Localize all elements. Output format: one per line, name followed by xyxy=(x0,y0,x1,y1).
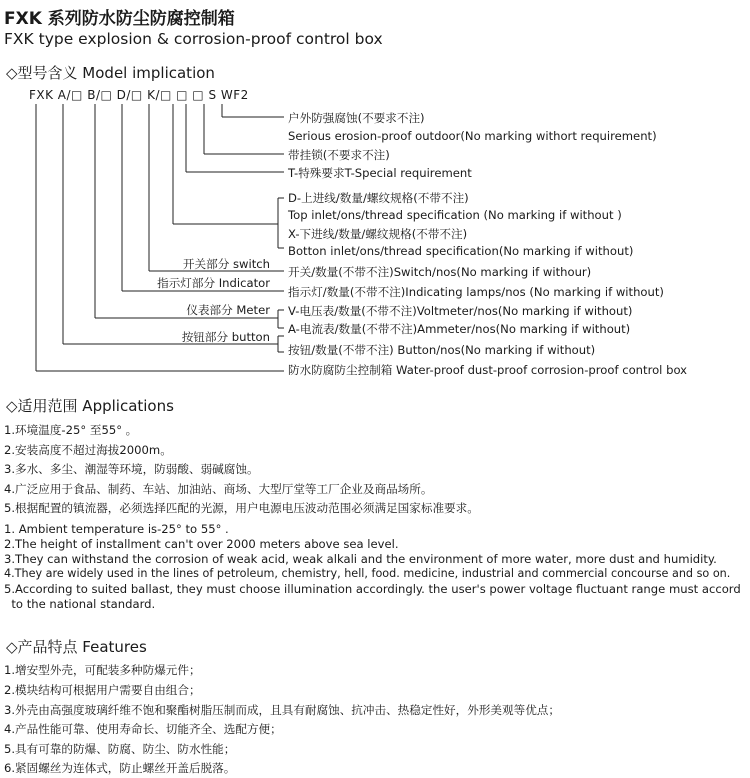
feature-5: 5.具有可靠的防爆、防腐、防尘、防水性能； xyxy=(4,742,236,756)
annotation-top-inlet-en: Top inlet/ons/thread specification (No marking if without ) xyxy=(288,208,622,222)
application-en-4: 4.They are widely used in the lines of petroleum, chemistry, hell, food. medicine, industrial and commercial concourse and so on. xyxy=(4,567,731,580)
application-en-5: 5.According to suited ballast, they must choose illumination accordingly. the user's power voltage fluctuant range must accord xyxy=(4,582,741,596)
label-indicator: 指示灯部分 Indicator xyxy=(157,276,270,290)
application-en-6: to the national standard. xyxy=(4,597,156,611)
annotation-padlock: 带挂锁(不要求不注) xyxy=(288,148,390,162)
title-english: FXK type explosion & corrosion-proof control box xyxy=(4,30,383,48)
label-meter: 仪表部分 Meter xyxy=(186,303,270,317)
model-heading: ◇型号含义 Model implication xyxy=(6,64,215,82)
application-zh-2: 2.安装高度不超过海拔2000m。 xyxy=(4,443,172,457)
annotation-ammeter: A-电流表/数量(不带不注)Ammeter/nos(No marking if without) xyxy=(288,322,631,336)
application-zh-3: 3.多水、多尘、潮湿等环境，防弱酸、弱碱腐蚀。 xyxy=(4,462,259,476)
application-en-3: 3.They can withstand the corrosion of weak acid, weak alkali and the environment of more water, more dust and humidity. xyxy=(4,552,717,566)
application-zh-1: 1.环境温度-25° 至55° 。 xyxy=(4,423,138,437)
feature-3: 3.外壳由高强度玻璃纤维不饱和聚酯树脂压制而成，且具有耐腐蚀、抗冲击、热稳定性好，外形美观等优点； xyxy=(4,703,560,717)
feature-2: 2.模块结构可根据用户需要自由组合； xyxy=(4,683,201,697)
annotation-bottom-inlet-zh: X-下进线/数量/螺纹规格(不带不注) xyxy=(288,227,468,241)
annotation-switch: 开关/数量(不带不注)Switch/nos(No marking if withour) xyxy=(288,265,592,279)
annotation-bottom-inlet-en: Botton inlet/ons/thread specification(No marking if without) xyxy=(288,244,634,258)
annotation-button: 按钮/数量(不带不注) Button/nos(No marking if without) xyxy=(288,343,596,357)
annotation-voltmeter: V-电压表/数量(不带不注)Voltmeter/nos(No marking if without) xyxy=(288,304,633,318)
applications-heading: ◇适用范围 Applications xyxy=(6,397,174,415)
annotation-control-box: 防水防腐防尘控制箱 Water-proof dust-proof corrosion-proof control box xyxy=(288,363,688,377)
application-zh-4: 4.广泛应用于食品、制药、车站、加油站、商场、大型厅堂等工厂企业及商品场所。 xyxy=(4,482,433,496)
features-heading: ◇产品特点 Features xyxy=(6,638,147,656)
application-zh-5: 5.根据配置的镇流器，必须选择匹配的光源，用户电源电压波动范围必须满足国家标准要求。 xyxy=(4,501,479,515)
application-en-2: 2.The height of installment can't over 2000 meters above sea level. xyxy=(4,537,399,551)
feature-4: 4.产品性能可靠、使用寿命长、切能齐全、选配方便； xyxy=(4,722,282,736)
annotation-outdoor-zh: 户外防强腐蚀(不要求不注) xyxy=(288,111,425,125)
annotation-special: T-特殊要求T-Special requirement xyxy=(288,166,472,180)
title-chinese: FXK 系列防水防尘防腐控制箱 xyxy=(4,9,235,29)
model-code: FXK A/□ B/□ D/□ K/□ □ □ S WF2 xyxy=(29,88,249,102)
label-button: 按钮部分 button xyxy=(181,330,270,344)
label-switch: 开关部分 switch xyxy=(182,257,270,271)
annotation-top-inlet-zh: D-上进线/数量/螺纹规格(不带不注) xyxy=(288,191,469,205)
application-en-1: 1. Ambient temperature is-25° to 55° . xyxy=(4,522,229,536)
feature-1: 1.增安型外壳，可配装多种防爆元件； xyxy=(4,663,201,677)
feature-6: 6.紧固螺丝为连体式，防止螺丝开盖后脱落。 xyxy=(4,761,236,775)
annotation-indicator: 指示灯/数量(不带不注)Indicating lamps/nos (No marking if without) xyxy=(288,285,664,299)
annotation-outdoor-en: Serious erosion-proof outdoor(No marking withort requirement) xyxy=(288,129,657,143)
